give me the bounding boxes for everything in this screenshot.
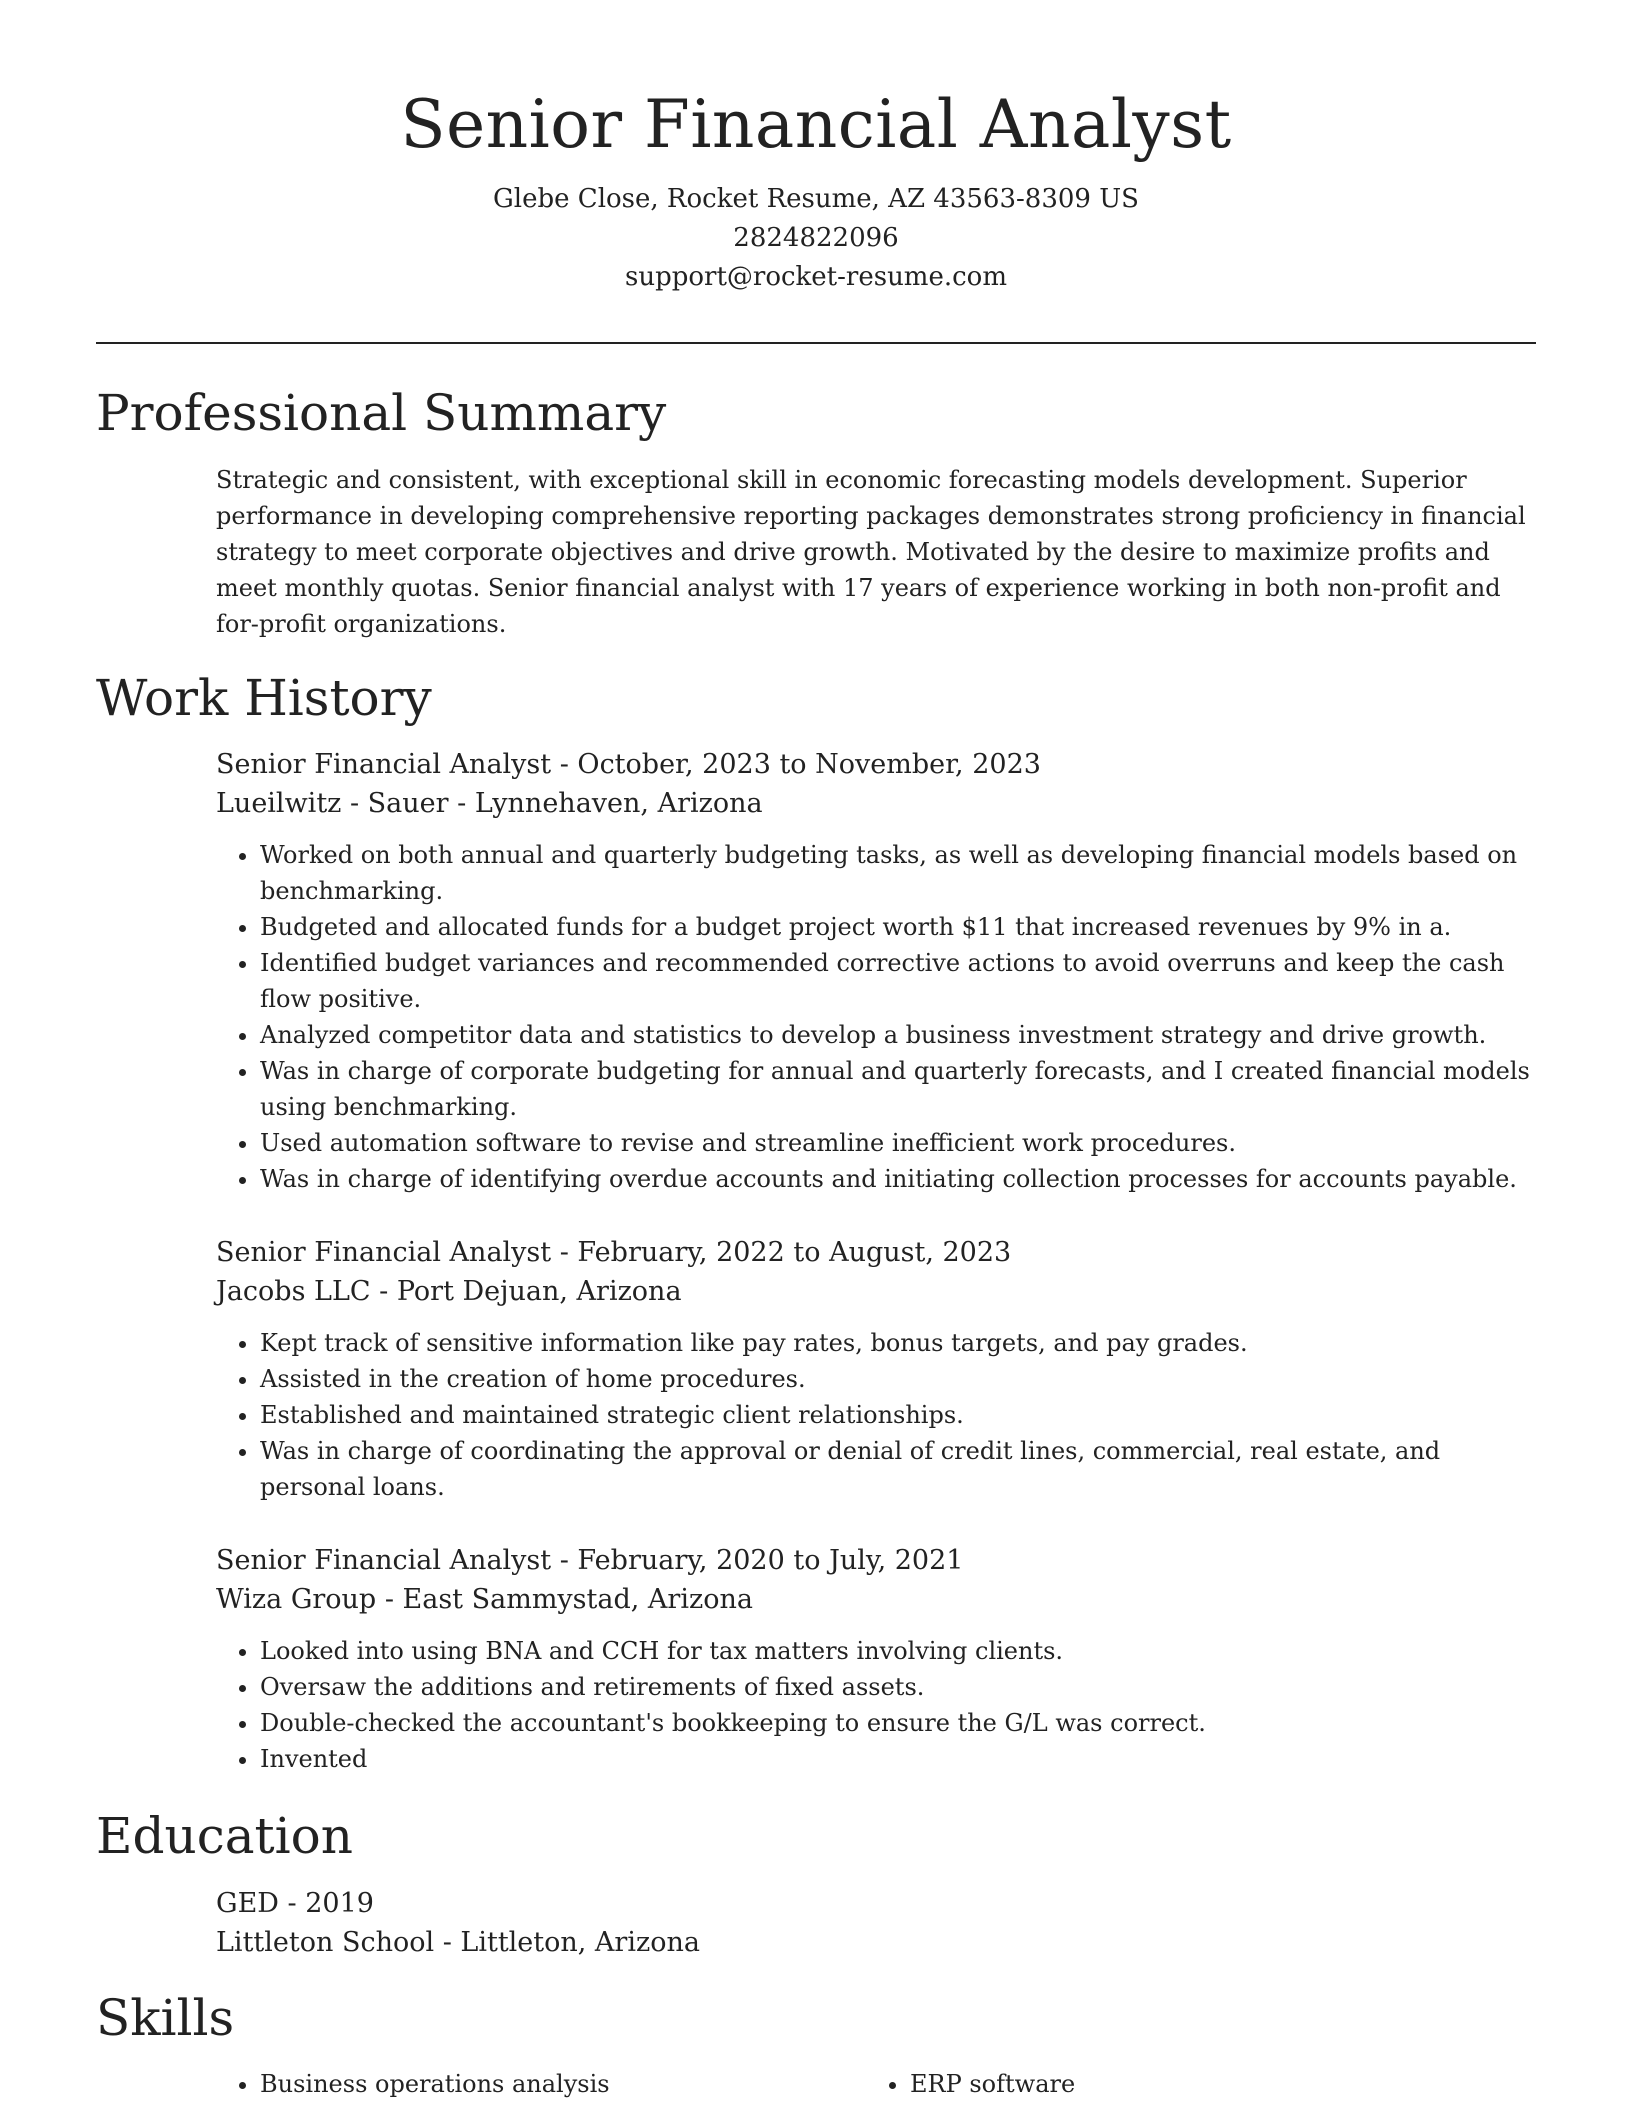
page-title: Senior Financial Analyst — [400, 86, 1232, 163]
list-item: • Assisted in the creation of home procedures. — [260, 1361, 1536, 1397]
education-school: Littleton School — [216, 1927, 435, 1958]
job-role: Senior Financial Analyst — [216, 749, 552, 780]
job-company-line — [216, 784, 1536, 823]
contact-address: Glebe Close, Rocket Resume, AZ 43563-8309 US — [493, 184, 1139, 214]
job-dates: - February, 2022 to August, 2023 — [551, 1237, 1012, 1268]
job-location: - Lynnehaven, Arizona — [448, 788, 763, 819]
list-item: • Kept track of sensitive information like pay rates, bonus targets, and pay grades. — [260, 1325, 1536, 1361]
section-title-summary: Professional Summary — [96, 384, 667, 442]
skills-bullets-left — [216, 2066, 856, 2102]
job-title-line — [216, 745, 1536, 784]
summary-block — [216, 462, 1536, 642]
job-entry — [216, 1233, 1536, 1505]
list-item: • Established and maintained strategic client relationships. — [260, 1397, 1536, 1433]
list-item: • Double-checked the accountant's bookkeeping to ensure the G/L was correct. — [260, 1705, 1536, 1741]
job-title-line — [216, 1233, 1536, 1272]
job-title-line — [216, 1541, 1536, 1580]
header-divider — [96, 342, 1536, 344]
education-school-line — [216, 1923, 1536, 1962]
job-company-line — [216, 1580, 1536, 1619]
list-item: • Was in charge of identifying overdue accounts and initiating collection processes for accounts payable. — [260, 1161, 1536, 1197]
job-dates: - October, 2023 to November, 2023 — [551, 749, 1041, 780]
list-item: • Was in charge of corporate budgeting for annual and quarterly forecasts, and I created financial models using benchmarking. — [260, 1053, 1536, 1125]
job-company: Wiza Group — [216, 1584, 377, 1615]
job-company: Jacobs LLC — [216, 1276, 371, 1307]
list-item: • Business operations analysis — [260, 2066, 856, 2102]
list-item: • Analyzed competitor data and statistics to develop a business investment strategy and drive growth. — [260, 1017, 1536, 1053]
list-item: • Worked on both annual and quarterly budgeting tasks, as well as developing financial models based on benchmarking. — [260, 837, 1536, 909]
list-item: • Oversaw the additions and retirements of fixed assets. — [260, 1669, 1536, 1705]
job-bullets — [216, 1325, 1536, 1505]
education-degree-line — [216, 1884, 1536, 1923]
job-bullets — [216, 1633, 1536, 1777]
job-location: - Port Dejuan, Arizona — [370, 1276, 682, 1307]
contact-block — [0, 180, 1632, 297]
education-year: - 2019 — [278, 1888, 374, 1919]
list-item: • Identified budget variances and recommended corrective actions to avoid overruns and keep the cash flow positive. — [260, 945, 1536, 1017]
skills-column-left — [216, 2066, 856, 2102]
summary-text: Strategic and consistent, with exceptional skill in economic forecasting models development. Superior performance in developing comprehensive reporting packages demonstrates strong proficiency in financial strategy to meet corporate objectives and drive growth. Motivated by the desire to maximize profits and meet monthly quotas. Senior financial analyst with 17 years of experience working in both non-profit and for-profit organizations. — [216, 466, 1526, 638]
job-location: - East Sammystad, Arizona — [376, 1584, 753, 1615]
job-entry — [216, 745, 1536, 1197]
section-title-education: Education — [96, 1807, 353, 1865]
job-bullets — [216, 837, 1536, 1197]
education-entry — [216, 1884, 1536, 1962]
job-role: Senior Financial Analyst — [216, 1545, 552, 1576]
job-company: Lueilwitz - Sauer — [216, 788, 449, 819]
job-dates: - February, 2020 to July, 2021 — [551, 1545, 964, 1576]
list-item: • Was in charge of coordinating the approval or denial of credit lines, commercial, real estate, and personal loans. — [260, 1433, 1536, 1505]
resume-header — [0, 0, 1632, 297]
list-item: • Budgeted and allocated funds for a budget project worth $11 that increased revenues by 9% in a. — [260, 909, 1536, 945]
section-title-skills: Skills — [96, 1989, 235, 2047]
job-company-line — [216, 1272, 1536, 1311]
list-item: • ERP software — [910, 2066, 1506, 2102]
skills-column-right — [866, 2066, 1506, 2102]
skills-bullets-right — [866, 2066, 1506, 2102]
job-entry — [216, 1541, 1536, 1777]
list-item: • Used automation software to revise and streamline inefficient work procedures. — [260, 1125, 1536, 1161]
list-item: • Invented — [260, 1741, 1536, 1777]
contact-email: support@rocket-resume.com — [624, 262, 1007, 292]
education-location: - Littleton, Arizona — [434, 1927, 700, 1958]
list-item: • Looked into using BNA and CCH for tax matters involving clients. — [260, 1633, 1536, 1669]
section-title-work-history: Work History — [96, 669, 432, 727]
job-role: Senior Financial Analyst — [216, 1237, 552, 1268]
contact-phone: 2824822096 — [733, 223, 899, 253]
education-degree: GED — [216, 1888, 279, 1919]
